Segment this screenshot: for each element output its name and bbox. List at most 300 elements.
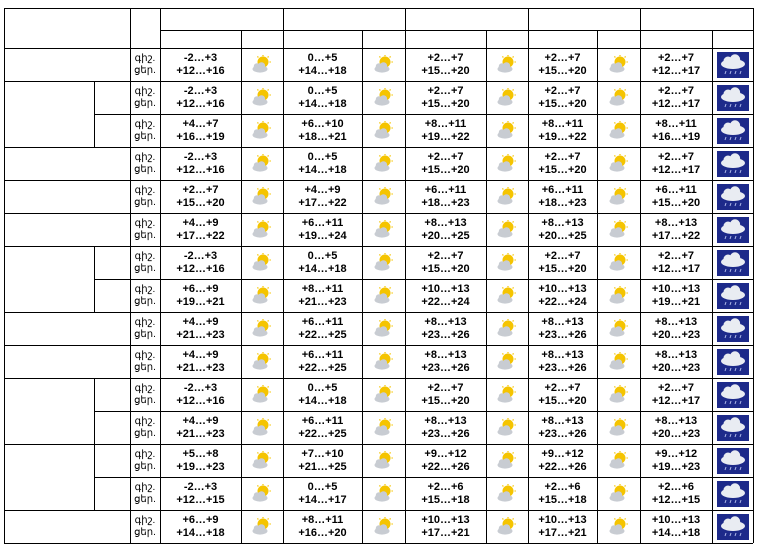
day-label: ցեր.	[134, 328, 156, 340]
night-temp: +8…+13	[654, 348, 698, 361]
day-temp: +12…+17	[651, 262, 701, 275]
day-night-label	[130, 378, 160, 411]
partly-cloudy-icon	[597, 114, 640, 147]
temp-cell	[160, 48, 241, 81]
day-temp: +23…+26	[421, 361, 470, 374]
temp-cell	[528, 444, 597, 477]
temp-cell	[405, 246, 486, 279]
day-night-label	[130, 48, 160, 81]
night-temp: +6…+11	[541, 183, 584, 196]
temp-cell	[528, 246, 597, 279]
day-temp: +22…+25	[298, 427, 347, 440]
night-temp: +8…+11	[301, 282, 344, 295]
temp-cell	[405, 180, 486, 213]
day-label: ցեր.	[134, 229, 156, 241]
region-name	[4, 378, 94, 444]
partly-cloudy-icon	[597, 180, 640, 213]
night-temp: +10…+13	[651, 513, 701, 526]
day-night-label	[130, 444, 160, 477]
night-temp: +8…+13	[541, 414, 584, 427]
day-temp: +20…+25	[538, 229, 587, 242]
day-temp: +14…+18	[298, 262, 347, 275]
day-temp: +15…+20	[538, 394, 587, 407]
night-temp: +6…+10	[301, 117, 344, 130]
partly-cloudy-icon	[486, 279, 528, 312]
partly-cloudy-icon	[241, 180, 283, 213]
night-temp: +9…+12	[424, 447, 467, 460]
day-temp: +22…+24	[538, 295, 587, 308]
temp-cell	[640, 48, 712, 81]
region-part-label	[94, 279, 130, 312]
night-temp: +8…+13	[424, 315, 467, 328]
partly-cloudy-icon	[362, 114, 405, 147]
day-temp: +23…+26	[538, 361, 587, 374]
partly-cloudy-icon	[486, 180, 528, 213]
day-temp: +12…+16	[176, 394, 225, 407]
temp-cell	[283, 81, 362, 114]
region-name	[4, 444, 94, 510]
partly-cloudy-icon	[486, 246, 528, 279]
temp-cell	[283, 444, 362, 477]
temp-cell	[528, 345, 597, 378]
grid-line	[160, 8, 161, 543]
grid-line	[597, 30, 598, 543]
temp-header	[528, 30, 597, 48]
weather-header	[712, 30, 753, 48]
temp-cell	[160, 312, 241, 345]
temp-cell	[283, 345, 362, 378]
partly-cloudy-icon	[597, 510, 640, 543]
temp-cell	[283, 48, 362, 81]
day-temp: +23…+26	[538, 427, 587, 440]
partly-cloudy-icon	[486, 213, 528, 246]
day-temp: +14…+17	[298, 493, 347, 506]
day-temp: +21…+23	[176, 328, 225, 341]
partly-cloudy-icon	[597, 48, 640, 81]
grid-line	[94, 81, 95, 147]
partly-cloudy-icon	[597, 312, 640, 345]
day-temp: +12…+16	[176, 64, 225, 77]
region-part-label	[94, 477, 130, 510]
day-temp: +12…+17	[651, 97, 701, 110]
region-part-label	[94, 411, 130, 444]
night-label: գիշ.	[134, 448, 156, 460]
temp-header	[283, 30, 362, 48]
night-temp: +2…+7	[544, 150, 581, 163]
day-temp: +22…+26	[538, 460, 587, 473]
partly-cloudy-icon	[362, 279, 405, 312]
temp-cell	[405, 411, 486, 444]
partly-cloudy-icon	[362, 345, 405, 378]
day-temp: +15…+20	[421, 163, 470, 176]
grid-line	[94, 246, 95, 312]
temp-cell	[283, 312, 362, 345]
night-temp: +2…+7	[427, 51, 464, 64]
temp-cell	[283, 213, 362, 246]
date-header	[283, 8, 405, 30]
day-temp: +16…+20	[298, 526, 347, 539]
night-temp: +2…+7	[544, 84, 581, 97]
partly-cloudy-icon	[241, 279, 283, 312]
region-name	[4, 312, 130, 345]
temp-cell	[528, 114, 597, 147]
temp-cell	[528, 510, 597, 543]
day-temp: +15…+20	[421, 97, 470, 110]
partly-cloudy-icon	[241, 411, 283, 444]
partly-cloudy-icon	[597, 378, 640, 411]
night-temp: +10…+13	[538, 282, 587, 295]
night-temp: +4…+9	[182, 414, 219, 427]
partly-cloudy-icon	[486, 378, 528, 411]
night-temp: -2…+3	[183, 249, 218, 262]
temp-cell	[160, 246, 241, 279]
day-temp: +19…+21	[651, 295, 701, 308]
night-temp: +4…+9	[182, 216, 219, 229]
day-label: ցեր.	[134, 493, 156, 505]
night-temp: +2…+7	[427, 249, 464, 262]
night-temp: +6…+11	[424, 183, 467, 196]
partly-cloudy-icon	[362, 213, 405, 246]
day-label: ցեր.	[134, 427, 156, 439]
day-night-label	[130, 345, 160, 378]
night-temp: -2…+3	[183, 51, 218, 64]
night-label: գիշ.	[134, 316, 156, 328]
night-temp: +2…+6	[657, 480, 695, 493]
storm-icon	[712, 345, 753, 378]
night-temp: +2…+7	[427, 150, 464, 163]
day-temp: +15…+18	[421, 493, 470, 506]
partly-cloudy-icon	[597, 477, 640, 510]
day-temp: +15…+20	[538, 64, 587, 77]
temp-cell	[528, 411, 597, 444]
partly-cloudy-icon	[241, 312, 283, 345]
day-night-label	[130, 213, 160, 246]
temp-cell	[640, 312, 712, 345]
temp-cell	[160, 114, 241, 147]
night-temp: 0…+5	[307, 249, 338, 262]
night-temp: +8…+13	[424, 348, 467, 361]
temp-header	[160, 30, 241, 48]
night-label: գիշ.	[134, 349, 156, 361]
night-temp: +2…+7	[657, 84, 695, 97]
night-label: գիշ.	[134, 514, 156, 526]
day-temp: +12…+17	[651, 394, 701, 407]
day-temp: +21…+25	[298, 460, 347, 473]
night-temp: +2…+7	[657, 51, 695, 64]
grid-line	[94, 444, 95, 510]
partly-cloudy-icon	[362, 147, 405, 180]
partly-cloudy-icon	[597, 81, 640, 114]
day-night-label	[130, 279, 160, 312]
night-temp: +4…+7	[182, 117, 219, 130]
temp-cell	[283, 147, 362, 180]
temp-cell	[405, 213, 486, 246]
region-name	[4, 213, 130, 246]
day-label: ցեր.	[134, 130, 156, 142]
temp-cell	[283, 510, 362, 543]
storm-icon	[712, 411, 753, 444]
day-night-label	[130, 477, 160, 510]
day-night-label	[130, 180, 160, 213]
storm-icon	[712, 81, 753, 114]
temp-cell	[528, 81, 597, 114]
day-temp: +15…+20	[651, 196, 701, 209]
night-label: գիշ.	[134, 184, 156, 196]
night-temp: +6…+11	[301, 315, 344, 328]
partly-cloudy-icon	[486, 114, 528, 147]
partly-cloudy-icon	[362, 411, 405, 444]
temp-cell	[640, 81, 712, 114]
day-label: ցեր.	[134, 196, 156, 208]
temp-cell	[160, 147, 241, 180]
day-temp: +23…+26	[421, 328, 470, 341]
night-temp: +6…+11	[301, 216, 344, 229]
partly-cloudy-icon	[241, 444, 283, 477]
day-label: ցեր.	[134, 64, 156, 76]
partly-cloudy-icon	[241, 48, 283, 81]
day-temp: +23…+26	[538, 328, 587, 341]
day-temp: +21…+23	[298, 295, 347, 308]
day-temp: +14…+18	[298, 64, 347, 77]
day-night-label	[130, 411, 160, 444]
night-temp: +10…+13	[421, 513, 470, 526]
partly-cloudy-icon	[486, 411, 528, 444]
day-temp: +19…+23	[176, 460, 225, 473]
temp-cell	[405, 114, 486, 147]
partly-cloudy-icon	[362, 81, 405, 114]
day-night-label	[130, 81, 160, 114]
day-temp: +16…+19	[176, 130, 225, 143]
partly-cloudy-icon	[241, 510, 283, 543]
temp-header	[640, 30, 712, 48]
temp-cell	[640, 246, 712, 279]
night-temp: +2…+6	[544, 480, 581, 493]
partly-cloudy-icon	[241, 378, 283, 411]
day-temp: +18…+21	[298, 130, 347, 143]
temp-cell	[160, 213, 241, 246]
date-header	[160, 8, 283, 30]
region-part-label	[94, 444, 130, 477]
storm-icon	[712, 510, 753, 543]
grid-line	[4, 8, 5, 543]
temp-cell	[405, 312, 486, 345]
night-temp: +7…+10	[301, 447, 344, 460]
temp-cell	[283, 279, 362, 312]
day-temp: +17…+21	[421, 526, 470, 539]
region-part-label	[94, 246, 130, 279]
day-temp: +14…+18	[651, 526, 701, 539]
day-temp: +18…+23	[421, 196, 470, 209]
storm-icon	[712, 279, 753, 312]
night-label: գիշ.	[134, 481, 156, 493]
night-temp: +9…+12	[541, 447, 584, 460]
night-label: գիշ.	[134, 382, 156, 394]
day-temp: +12…+16	[176, 163, 225, 176]
night-temp: +8…+11	[301, 513, 344, 526]
day-temp: +17…+22	[298, 196, 347, 209]
night-temp: 0…+5	[307, 84, 338, 97]
region-name	[4, 510, 130, 543]
night-temp: +8…+13	[424, 216, 467, 229]
day-temp: +12…+17	[651, 64, 701, 77]
day-temp: +14…+18	[176, 526, 225, 539]
night-label: գիշ.	[134, 85, 156, 97]
night-temp: +10…+13	[651, 282, 701, 295]
grid-line	[160, 30, 753, 31]
temp-cell	[405, 279, 486, 312]
temp-cell	[160, 411, 241, 444]
storm-icon	[712, 213, 753, 246]
partly-cloudy-icon	[241, 114, 283, 147]
table-title	[4, 8, 130, 48]
temp-header	[405, 30, 486, 48]
partly-cloudy-icon	[486, 510, 528, 543]
temp-cell	[405, 444, 486, 477]
night-temp: 0…+5	[307, 51, 338, 64]
day-temp: +21…+23	[176, 427, 225, 440]
weather-header	[241, 30, 283, 48]
temp-cell	[405, 48, 486, 81]
night-temp: 0…+5	[307, 150, 338, 163]
day-label: ցեր.	[134, 361, 156, 373]
night-temp: +6…+9	[182, 513, 219, 526]
night-temp: +4…+9	[182, 315, 219, 328]
partly-cloudy-icon	[362, 477, 405, 510]
night-temp: +8…+13	[424, 414, 467, 427]
night-temp: +2…+7	[544, 249, 581, 262]
grid-line	[241, 30, 242, 543]
day-temp: +23…+26	[421, 427, 470, 440]
day-temp: +22…+26	[421, 460, 470, 473]
night-temp: +2…+7	[182, 183, 219, 196]
weather-header	[597, 30, 640, 48]
day-temp: +17…+22	[651, 229, 701, 242]
grid-line	[486, 30, 487, 543]
grid-line	[712, 30, 713, 543]
day-label: ցեր.	[134, 295, 156, 307]
day-temp: +12…+15	[176, 493, 225, 506]
night-temp: +8…+13	[541, 315, 584, 328]
grid-line	[283, 8, 284, 543]
partly-cloudy-icon	[362, 444, 405, 477]
day-temp: +20…+23	[651, 427, 701, 440]
night-temp: +2…+6	[427, 480, 464, 493]
temp-cell	[528, 213, 597, 246]
day-label: ցեր.	[134, 394, 156, 406]
grid-line	[528, 8, 529, 543]
storm-icon	[712, 147, 753, 180]
day-temp: +15…+20	[421, 262, 470, 275]
region-name	[4, 81, 94, 147]
night-label: գիշ.	[134, 283, 156, 295]
day-night-label	[130, 312, 160, 345]
partly-cloudy-icon	[597, 279, 640, 312]
partly-cloudy-icon	[486, 444, 528, 477]
day-night-label	[130, 147, 160, 180]
day-temp: +19…+23	[651, 460, 701, 473]
day-temp: +22…+25	[298, 328, 347, 341]
partly-cloudy-icon	[241, 81, 283, 114]
night-temp: +2…+7	[657, 249, 695, 262]
partly-cloudy-icon	[362, 246, 405, 279]
region-part-label	[94, 378, 130, 411]
date-header	[405, 8, 528, 30]
partly-cloudy-icon	[486, 147, 528, 180]
night-temp: +4…+9	[182, 348, 219, 361]
day-label: ցեր.	[134, 97, 156, 109]
night-temp: +8…+13	[654, 315, 698, 328]
night-temp: -2…+3	[183, 84, 218, 97]
day-temp: +18…+23	[538, 196, 587, 209]
night-label: գիշ.	[134, 151, 156, 163]
day-temp: +22…+25	[298, 361, 347, 374]
temp-cell	[160, 477, 241, 510]
temp-cell	[160, 345, 241, 378]
partly-cloudy-icon	[486, 312, 528, 345]
night-temp: +2…+7	[544, 381, 581, 394]
temp-cell	[160, 444, 241, 477]
night-temp: +8…+13	[541, 216, 584, 229]
partly-cloudy-icon	[597, 246, 640, 279]
temp-cell	[405, 147, 486, 180]
storm-icon	[712, 477, 753, 510]
day-temp: +14…+18	[298, 163, 347, 176]
night-temp: 0…+5	[307, 381, 338, 394]
partly-cloudy-icon	[241, 147, 283, 180]
night-temp: 0…+5	[307, 480, 338, 493]
night-label: գիշ.	[134, 217, 156, 229]
day-temp: +12…+16	[176, 97, 225, 110]
temp-cell	[640, 411, 712, 444]
night-temp: +8…+13	[541, 348, 584, 361]
temp-cell	[528, 378, 597, 411]
temp-cell	[283, 477, 362, 510]
region-name	[4, 180, 130, 213]
night-temp: +6…+11	[301, 348, 344, 361]
storm-icon	[712, 246, 753, 279]
temp-cell	[160, 279, 241, 312]
temp-cell	[640, 378, 712, 411]
temp-cell	[405, 378, 486, 411]
night-temp: +2…+7	[544, 51, 581, 64]
partly-cloudy-icon	[362, 378, 405, 411]
storm-icon	[712, 378, 753, 411]
region-name	[4, 48, 130, 81]
storm-icon	[712, 48, 753, 81]
partly-cloudy-icon	[362, 510, 405, 543]
night-label: գիշ.	[134, 52, 156, 64]
region-part-label	[94, 114, 130, 147]
partly-cloudy-icon	[597, 213, 640, 246]
night-temp: +8…+11	[541, 117, 584, 130]
grid-line	[753, 8, 754, 543]
temp-cell	[405, 510, 486, 543]
day-temp: +20…+23	[651, 361, 701, 374]
day-temp: +15…+20	[421, 64, 470, 77]
partly-cloudy-icon	[486, 48, 528, 81]
temp-cell	[640, 477, 712, 510]
night-temp: +8…+13	[654, 216, 698, 229]
temp-cell	[528, 279, 597, 312]
night-temp: +2…+7	[657, 381, 695, 394]
temp-cell	[640, 345, 712, 378]
day-temp: +12…+16	[176, 262, 225, 275]
temp-cell	[528, 147, 597, 180]
partly-cloudy-icon	[241, 477, 283, 510]
temp-cell	[283, 246, 362, 279]
day-temp: +20…+23	[651, 328, 701, 341]
night-temp: +9…+12	[654, 447, 698, 460]
